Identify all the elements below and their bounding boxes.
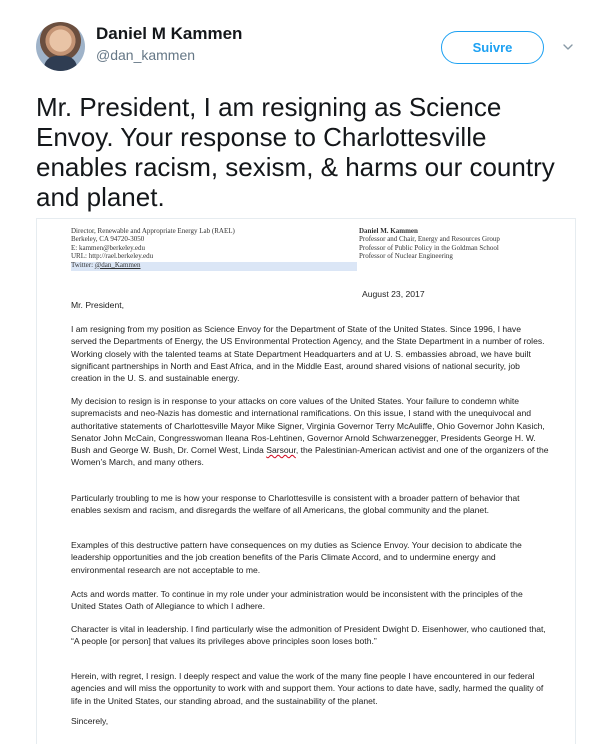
user-handle[interactable]: @dan_kammen [96, 47, 196, 63]
tweet-text: Mr. President, I am resigning as Science Envoy. Your response to Charlottesville enables racism, sexism, & harms our country and planet. [36, 92, 555, 212]
letter-paragraph: Particularly troubling to me is how your response to Charlottesville is consistent with a broader pattern of behavior that enables sexism and racism, and disregards the welfare of all Americans, the global community and the planet. [71, 493, 520, 516]
chevron-down-icon[interactable] [562, 41, 574, 53]
letterhead-right [359, 227, 571, 261]
letter-paragraph: Character is vital in leadership. I find particularly wise the admonition of President Dwight D. Eisenhower, who cautioned that, “A people [or person] that values its privileges above principles soon loses both.” [71, 624, 546, 647]
letterhead-left-line: URL: http://rael.berkeley.edu [71, 252, 154, 261]
letterhead-left [71, 227, 321, 269]
letterhead-right-name: Daniel M. Kammen [359, 227, 418, 235]
letterhead-left-line: Berkeley, CA 94720-3050 [71, 235, 145, 244]
attached-letter-image[interactable] [36, 218, 576, 744]
letter-paragraph: Herein, with regret, I resign. I deeply respect and value the work of the many fine people I have encountered in our federal agencies and will miss the opportunity to work with and support them. Your actions to date have, sadly, harmed the quality of life in the United States, our standing abroad, and the sustainability of the planet. [71, 671, 544, 706]
letter-paragraph: I am resigning from my position as Science Envoy for the Department of State of the United States. Since 1996, I have served the Departments of Energy, the US Environmental Protection Agency, and the State Department in a number of roles. Working closely with the talented teams at State Department Headquarters and at U. S. embassies abroad, we have built significant partnerships in North and East Africa, and in the Middle East, around shared visions of national security, job creation in the U. S. and sustainable energy. [71, 324, 545, 384]
letter-paragraph-text: My decision to resign is in response to your attacks on core values of the United States. Your failure to condemn white supremacists and neo-Nazis has domestic and international ramifications. On this issue, I stand with the unequivocal and authoritative statements of Charlottesville Mayor Mike Signer, Virginia Governor Terry McAuliffe, Ohio Governor John Kasich, Senator John McCain, Congresswoman Ileana Ros-Lehtinen, Governor Arnold Schwarzenegger, Presidents George H. W. Bush and George W. Bush, Dr. Cornel West, Linda [71, 396, 545, 456]
letterhead-left-line: E: kammen@berkeley.edu [71, 243, 146, 252]
letterhead-twitter-line [71, 261, 321, 269]
letter-paragraph-text: , the Palestinian-American activist and one of the organizers of the Women’s March, and many others. [71, 445, 549, 468]
letterhead-left-line: Director, Renewable and Appropriate Energy Lab (RAEL) [71, 227, 235, 235]
follow-button[interactable]: Suivre [441, 31, 544, 64]
misspelled-word: Sarsour [266, 445, 296, 456]
letterhead-right-line: Professor of Nuclear Engineering [359, 252, 453, 261]
avatar[interactable] [36, 22, 85, 71]
letterhead-right-line: Professor and Chair, Energy and Resources Group [359, 235, 500, 244]
avatar-shirt [44, 56, 77, 71]
letter-date: August 23, 2017 [362, 289, 425, 299]
letter-closing: Sincerely, [71, 716, 109, 726]
user-display-name[interactable]: Daniel M Kammen [96, 24, 243, 43]
tweet-header [0, 0, 599, 88]
letter-paragraph: Examples of this destructive pattern have consequences on my duties as Science Envoy. Your decision to abdicate the leadership opportunities and the job creation benefits of the Paris Climate Accord, and to undermine energy and environmental research are not acceptable to me. [71, 540, 522, 575]
letter-paragraph [71, 395, 549, 469]
twitter-label: Twitter: [71, 260, 95, 269]
letter-salutation: Mr. President, [71, 300, 125, 310]
twitter-handle: @dan_Kammen [94, 260, 141, 269]
letter-paragraph: Acts and words matter. To continue in my role under your administration would be inconsistent with the principles of the United States Oath of Allegiance to which I adhere. [71, 589, 523, 612]
letterhead-right-line: Professor of Public Policy in the Goldman School [359, 243, 499, 252]
